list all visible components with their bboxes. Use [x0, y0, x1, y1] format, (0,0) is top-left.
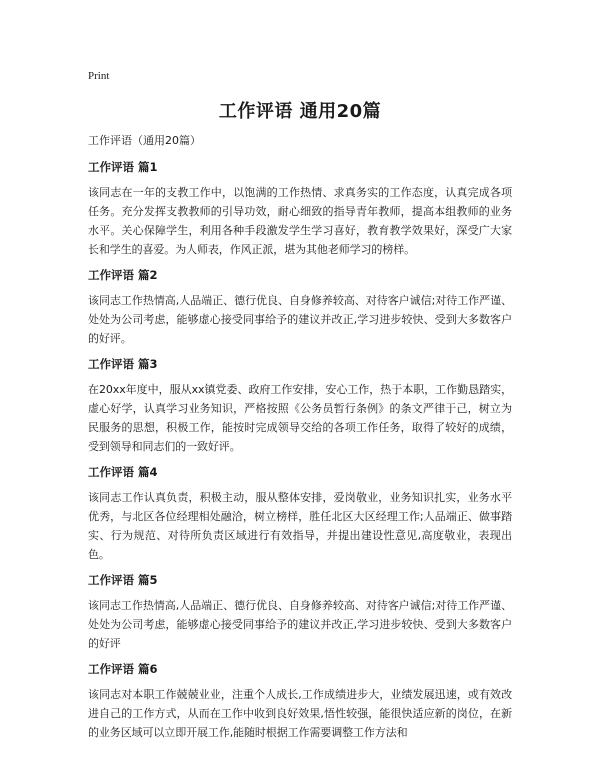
page-title: 工作评语 通用20篇	[218, 101, 382, 122]
section-heading-6: 工作评语 篇6	[88, 662, 158, 676]
section-heading-3: 工作评语 篇3	[88, 357, 158, 371]
section-text-2: 该同志工作热情高,人品端正、德行优良、自身修养较高、对待客户诚信;对待工作严谨、处处为公司考虑，能够虚心接受同事给予的建议并改正,学习进步较快、受到大多数客户的好评。	[88, 294, 512, 345]
document-body	[88, 133, 512, 750]
section-text-3: 在20xx年度中，服从xx镇党委、政府工作安排，安心工作，热于本职，工作勤恳踏实，虚心好学，认真学习业务知识，严格按照《公务员暂行条例》的条文严律于己，树立为民服务的思想，积极工作，能按时完成领导交给的各项工作任务，取得了较好的成绩，受到领导和同志们的一致好评。	[88, 383, 512, 453]
section-heading-5: 工作评语 篇5	[88, 573, 158, 587]
section-heading-4: 工作评语 篇4	[88, 465, 158, 479]
section-heading-1: 工作评语 篇1	[88, 160, 158, 174]
print-link[interactable]: Print	[88, 70, 110, 82]
section-text-5: 该同志工作热情高,人品端正、德行优良、自身修养较高、对待客户诚信;对待工作严谨、处处为公司考虑，能够虚心接受同事给予的建议并改正,学习进步较快、受到大多数客户的好评	[88, 599, 512, 650]
document-subtitle: 工作评语（通用20篇）	[88, 134, 201, 147]
section-text-1: 该同志在一年的支教工作中，以饱满的工作热情、求真务实的工作态度，认真完成各项任务。充分发挥支教教师的引导功效，耐心细致的指导青年教师，提高本组教师的业务水平。关心保障学生，利用各种手段激发学生学习喜好，教育教学效果好，深受广大家长和学生的喜爱。为人师表，作风正派，堪为其他老师学习的榜样。	[88, 186, 512, 256]
section-heading-2: 工作评语 篇2	[88, 268, 158, 282]
section-text-4: 该同志工作认真负责，积极主动，服从整体安排，爱岗敬业，业务知识扎实，业务水平优秀，与北区各位经理相处融洽，树立榜样，胜任北区大区经理工作;人品端正、做事踏实、行为规范、对待所负责区域进行有效指导，并提出建设性意见,高度敬业，表现出色。	[88, 491, 512, 561]
section-text-6: 该同志对本职工作兢兢业业，注重个人成长,工作成绩进步大，业绩发展迅速，或有效改进自己的工作方式，从而在工作中收到良好效果,悟性较强，能很快适应新的岗位，在新的业务区域可以立即开展工作,能随时根据工作需要调整工作方法和	[88, 688, 512, 739]
